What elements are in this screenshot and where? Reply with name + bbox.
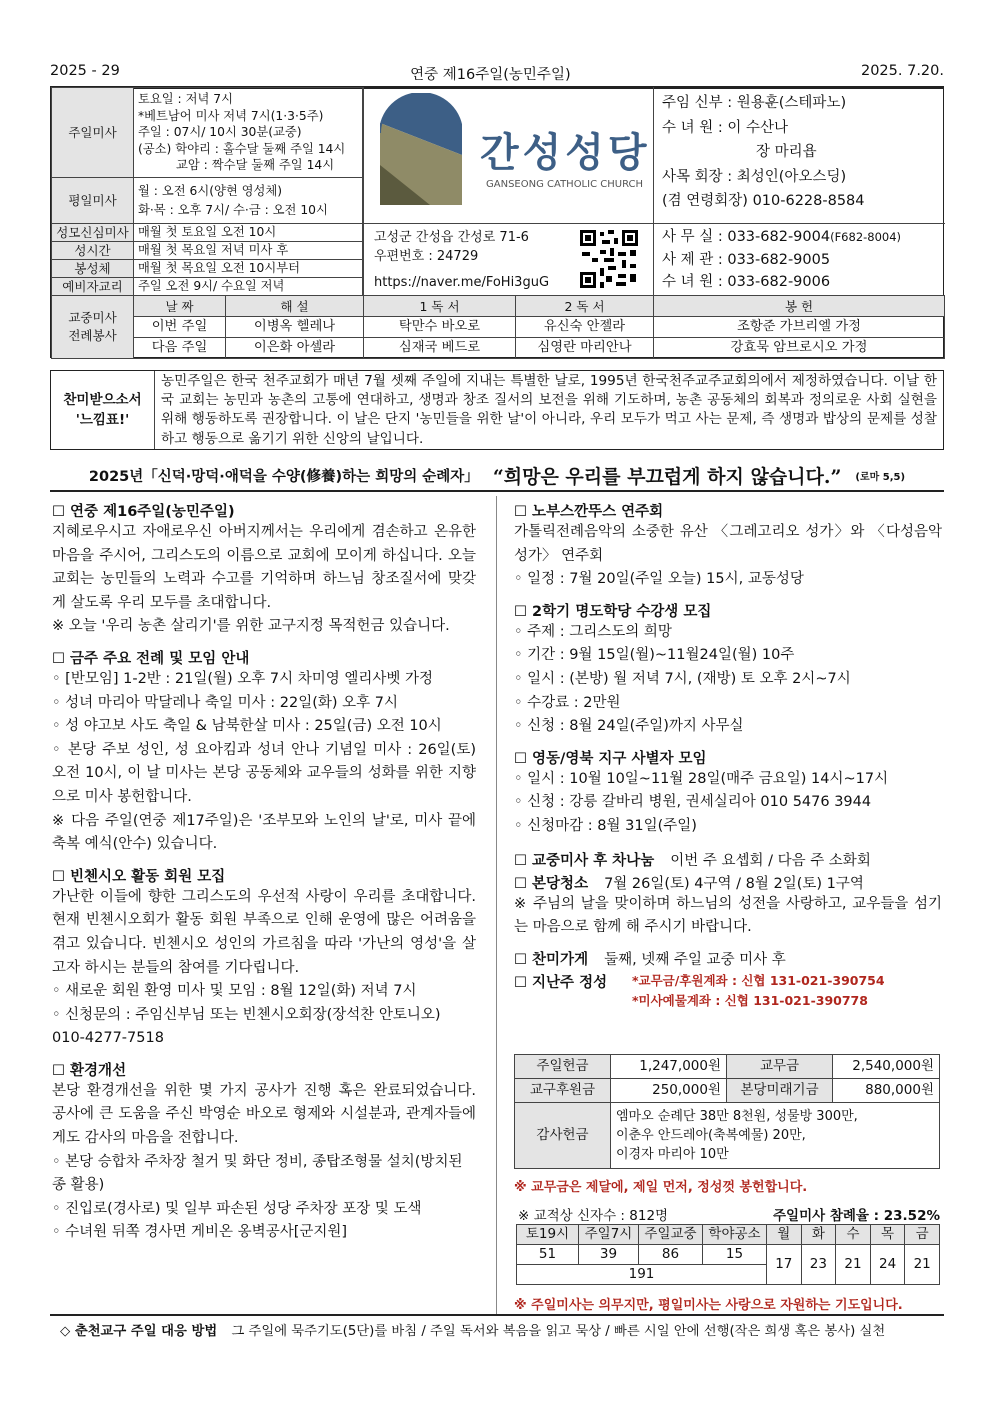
staff-sister-2: 장 마리욥 [756,144,817,160]
list-item: ◦ 수강료 : 2만원 [514,694,621,711]
mass-label: 성모신심미사 [52,224,134,242]
table-row: 주일헌금 1,247,000원 교무금 2,540,000원 [515,1055,940,1079]
staff-phone: (겸 연령회장) 010-6228-8584 [662,193,865,209]
att-note: ※ 주일미사는 의무지만, 평일미사는 사랑으로 자원하는 기도입니다. [514,1298,903,1313]
list-item: ◦ 기간 : 9월 15일(월)~11월24일(월) 10주 [514,647,795,664]
roster-header: 1 독 서 [364,296,516,317]
logo-subtitle: GANSEONG CATHOLIC CHURCH [486,179,644,190]
banner-reference: (로마 5,5) [855,471,906,483]
phone-rectory: 사 제 관 : 033-682-9005 [662,251,831,268]
address-line: 고성군 간성읍 간성로 71-6 [374,230,529,245]
footer-text: 그 주일에 묵주기도(5단)를 바침 / 주일 독서와 복음을 읽고 묵상 / 빠른 시일 안에 선행(작은 희생 혹은 봉사) 실천 [231,1324,886,1339]
table-row: 다음 주일 이은화 아셀라 심재국 베드로 심영란 마리안나 강효묵 암브로시오 가정 [52,338,945,359]
table-row: 감사헌금 엠마오 순례단 38만 8천원, 성물방 300만, 이춘우 안드레아(축복예물) 20만, 이경자 마리아 10만 [515,1103,940,1169]
table-row: 이번 주일 이병옥 헬레나 탁만수 바오로 유신숙 안젤라 조항준 가브리엘 가정 [52,317,945,338]
list-item: ◦ 일시 : 10월 10일~11월 28일(매주 금요일) 14시~17시 [514,770,889,787]
offering-line: ☐ 지난주 정성 *교무금/후원계좌 : 신협 131-021-390754 *미사예물계좌 : 신협 131-021-390778 [514,971,942,1011]
tea-line: ☐ 교중미사 후 차나눔 이번 주 요셉회 / 다음 주 소화회 [514,852,871,869]
weekday-mass-times: 월 : 오전 6시(양현 영성체) 화·목 : 오후 7시/ 수·금 : 오전 10시 [134,178,363,224]
mass-label: 성시간 [52,242,134,260]
list-item: ◦ [반모임] 1-2반 : 21일(월) 오후 7시 차미영 엘리사벳 가정 [52,670,434,687]
list-item: ◦ 일시 : (본방) 월 저녁 7시, (재방) 토 오후 2시~7시 [514,670,851,687]
jubilee-banner [50,460,944,492]
table-row: 51 39 86 15 17 23 21 24 21 [517,1245,940,1265]
offering-table [514,1054,940,1169]
attendance-table [516,1224,940,1285]
table-row: 토19시 주일7시 주일교중 학야공소 월 화 수 목 금 [517,1225,940,1245]
phone-convent: 수 녀 원 : 033-682-9006 [662,274,831,290]
section-text: ※ 오늘 '우리 농촌 살리기'를 위한 교구지정 목적헌금 있습니다. [52,618,450,635]
list-item: ◦ 성 야고보 사도 축일 & 남북한살 미사 : 25일(금) 오전 10시 [52,718,442,735]
section-text: 가톨릭전례음악의 소중한 유산 〈그레고리오 성가〉와 〈다성음악 성가〉 연주회 [514,524,942,564]
liturgy-roster-table [51,295,945,359]
account-1: *교무금/후원계좌 : 신협 131-021-390754 [632,972,885,988]
mass-schedule-table [51,87,363,296]
section-title: ☐ 2학기 명도학당 수강생 모집 [514,603,712,620]
list-item: ◦ 신청마감 : 8월 31일(주일) [514,817,697,834]
motto-text: 농민주일은 한국 천주교회가 매년 7월 셋째 주일에 지내는 특별한 날로, 1995년 한국천주교주교회의에서 제정하였습니다. 이날 한국 교회는 농민과 농촌의 고통에 연대하고, 생명과 창조 질서의 보전을 위해 기도하며, 농촌 공동체의 회복과 정의로운 사회 실현을 위해 행동하도록 권장합니다. 이 날은 단지 '농민들을 위한 날'이 아니라, 우리 모두가 먹고 사는 문제, 즉 생명과 밥상의 문제를 성찰하고 행동으로 옮기기 위한 신앙의 날입니다. [161,373,938,447]
banner-quote: “희망은 우리를 부끄럽게 하지 않습니다.” [492,465,842,488]
address-block [363,223,653,295]
staff-list [653,87,945,223]
list-item: ◦ 신청문의 : 주임신부님 또는 빈첸시오회장(장석찬 안토니오) 010-4277-7518 [52,1006,441,1047]
list-item: ◦ 진입로(경사로) 및 일부 파손된 성당 주차장 포장 및 도색 [52,1200,422,1217]
mass-label: 주일미사 [52,88,134,178]
info-block [50,86,944,358]
list-item: ◦ 본당 주보 성인, 성 요아킴과 성녀 안나 기념일 미사 : 26일(토) 오전 10시, 이 날 미사는 본당 공동체와 교우들의 성화를 위한 지향으로 미사 봉헌합니다. [52,741,476,805]
issue-number: 2025 - 29 [50,63,120,79]
section-text: 가난한 이들에 향한 그리스도의 우선적 사랑이 우리를 초대합니다. 현재 빈첸시오회가 활동 회원 부족으로 인해 운영에 많은 어려움을 겪고 있습니다. 빈첸시오 성인의 가르침을 따라 '가난의 영성'을 살고자 하시는 분들의 참여를 기다립니다. [52,888,476,976]
list-item: ◦ 본당 승합차 주차장 철거 및 화단 정비, 종탑조형물 설치(방치된 종 활용) [52,1153,463,1194]
list-item: ◦ 일정 : 7월 20일(주일 오늘) 15시, 교동성당 [514,571,804,588]
table-row: 교구후원금 250,000원 본당미래기금 880,000원 [515,1079,940,1103]
roster-header: 날 짜 [134,296,226,317]
banner-theme: 2025년「신덕·망덕·애덕을 수양(修養)하는 희망의 순례자」 [88,468,479,485]
section-title: ☐ 빈첸시오 활동 회원 모집 [52,868,226,885]
account-2: *미사예물계좌 : 신협 131-021-390778 [632,992,868,1008]
list-item: ※ 다음 주일(연중 제17주일)은 '조부모와 노인의 날'로, 미사 끝에 축복 예식(안수) 있습니다. [52,812,476,853]
right-column [514,492,942,1011]
page-title: 연중 제16주일(농민주일) [410,67,571,83]
footer-label: ◇ 춘천교구 주일 대응 방법 [60,1324,218,1339]
phone-office: 사 무 실 : 033-682-9004(F682-8004) [662,229,902,245]
section-title: ☐ 금주 주요 전례 및 모임 안내 [52,650,250,667]
table-row: 191 [517,1265,940,1285]
roster-header: 해 설 [226,296,364,317]
issue-date: 2025. 7.20. [860,63,944,79]
list-item: ◦ 수녀원 뒤쪽 경사면 게비온 옹벽공사[군지원] [52,1224,348,1241]
mass-time: 매월 첫 토요일 오전 10시 [134,224,363,242]
fin-note: ※ 교무금은 제달에, 제일 먼저, 정성껏 봉헌합니다. [514,1180,808,1195]
logo-wordmark: 간성성당 [480,130,651,176]
qr-code-icon [578,228,640,290]
section-title: ☐ 환경개선 [52,1062,127,1079]
cleaning-line: ☐ 본당청소 7월 26일(토) 4구역 / 8월 2일(토) 1구역 [514,875,864,892]
sunday-mass-times: 토요일 : 저녁 7시 *베트남어 미사 저녁 7시(1·3·5주) 주일 : 07시/ 10시 30분(교중) (공소) 학야리 : 홀수달 둘째 주일 14시 교암 : 짝수달 둘째 주일 14시 [134,88,363,178]
list-item: ◦ 성녀 마리아 막달레나 축일 미사 : 22일(화) 오후 7시 [52,694,399,711]
mass-label: 평일미사 [52,178,134,224]
roster-label: 교중미사 전례봉사 [52,296,134,359]
section-title: ☐ 연중 제16주일(농민주일) [52,504,235,520]
list-item: ◦ 주제 : 그리스도의 희망 [514,623,672,640]
praise-shop-line: ☐ 찬미가게 둘째, 넷째 주일 교중 미사 후 [514,951,786,968]
mass-time: 주일 오전 9시/ 수요일 저녁 [134,278,363,296]
section-title: ☐ 노부스깐뚜스 연주회 [514,504,664,520]
section-title: ☐ 영동/영북 지구 사별자 모임 [514,750,707,767]
mass-time: 매월 첫 목요일 저녁 미사 후 [134,242,363,260]
mass-label: 봉성체 [52,260,134,278]
cleaning-note: ※ 주님의 날을 맞이하며 하느님의 성전을 사랑하고, 교우들을 섬기는 마음으로 함께 해 주시기 바랍니다. [514,895,942,936]
section-text: 지혜로우시고 자애로우신 아버지께서는 우리에게 겸손하고 온유한 마음을 주시어, 그리스도의 이름으로 교회에 모이게 하십니다. 오늘 교회는 농민들의 노력과 수고를 기억하며 하느님 창조질서에 맞갖게 살도록 우리 모두를 초대합니다. [52,524,476,611]
footer [50,1314,944,1339]
column-divider [496,496,497,1316]
logo-area [363,87,653,223]
mass-label: 예비자교리 [52,278,134,296]
roster-header: 봉 헌 [654,296,945,317]
left-column [52,492,476,1245]
attendance-summary: ※ 교적상 신자수 : 812명 주일미사 참례율 : 23.52% [518,1208,940,1224]
church-logo-icon [380,93,462,205]
motto-label: 찬미받으소서 '느낌표!' [51,371,155,449]
postal-code: 우편번호 : 24729 [374,249,479,264]
staff-pastor: 주임 신부 : 원용훈(스테파노) [662,95,847,111]
section-text: 본당 환경개선을 위한 몇 가지 공사가 진행 혹은 완료되었습니다. 공사에 큰 도움을 주신 박영순 바오로 형제와 시설분과, 관계자들에게도 감사의 마음을 전합니다. [52,1082,476,1147]
church-link[interactable]: https://naver.me/FoHi3guG [374,275,550,290]
laudato-si-box [50,370,944,450]
staff-sister: 수 녀 원 : 이 수산나 [662,119,788,136]
list-item: ◦ 새로운 회원 환영 미사 및 모임 : 8월 12일(화) 저녁 7시 [52,983,417,1000]
roster-header: 2 독 서 [516,296,654,317]
phone-list [653,223,945,295]
list-item: ◦ 신청 : 8월 24일(주일)까지 사무실 [514,718,744,735]
staff-council-president: 사목 회장 : 최성인(아오스딩) [662,168,847,185]
list-item: ◦ 신청 : 강릉 갈바리 병원, 권세실리아 010 5476 3944 [514,794,872,811]
mass-time: 매월 첫 목요일 오전 10시부터 [134,260,363,278]
